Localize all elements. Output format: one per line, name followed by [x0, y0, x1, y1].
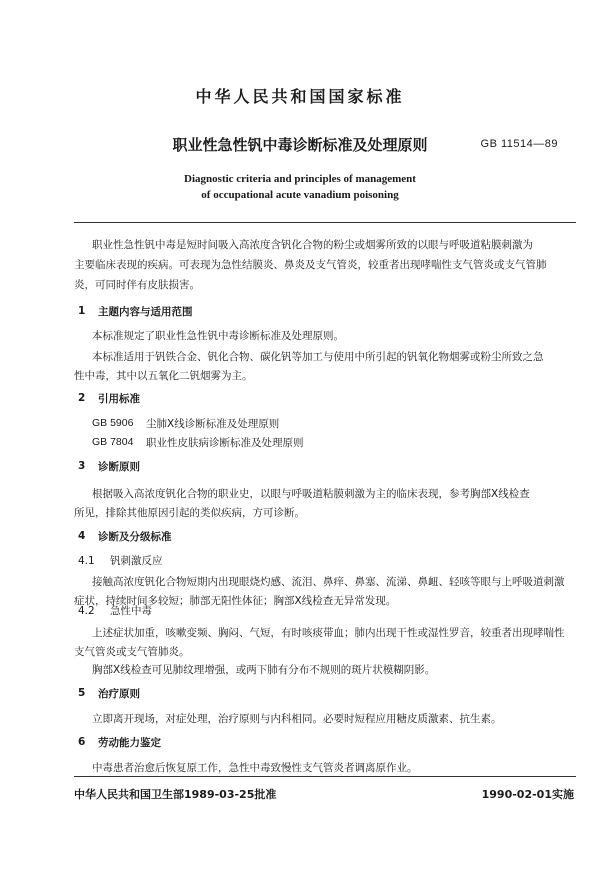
reference-2-code: GB 7804 [92, 436, 134, 448]
document-title: 职业性急性钒中毒诊断标准及处理原则 [172, 136, 428, 154]
section-4-number: 4 [78, 530, 86, 542]
reference-2-text: 职业性皮肤病诊断标准及处理原则 [146, 437, 304, 449]
section-5-title: 治疗原则 [98, 688, 140, 700]
top-divider [74, 222, 576, 223]
intro-line-1: 职业性急性钒中毒是短时间吸入高浓度含钒化合物的粉尘或烟雾所致的以眼与呼吸道粘膜刺激为 [92, 239, 533, 251]
section-3-number: 3 [78, 460, 86, 472]
subsection-4-2-line-2: 支气管炎或支气管肺炎。 [74, 646, 190, 658]
section-3-line-2: 所见，排除其他原因引起的类似疾病，方可诊断。 [74, 507, 305, 519]
section-1-line-3: 性中毒，其中以五氧化二钒烟雾为主。 [74, 370, 253, 382]
english-title-line-2: of occupational acute vanadium poisoning [201, 189, 399, 201]
section-4-title: 诊断及分级标准 [98, 531, 172, 543]
section-1-number: 1 [78, 305, 86, 317]
section-3-title: 诊断原则 [98, 461, 140, 473]
english-title-line-1: Diagnostic criteria and principles of management [184, 173, 416, 185]
subsection-4-2-line-3: 胸部X线检查可见肺纹理增强，或两下肺有分布不规则的斑片状模糊阴影。 [92, 664, 436, 676]
standard-number: GB 11514—89 [480, 138, 558, 150]
section-1-title: 主题内容与适用范围 [98, 306, 193, 318]
intro-line-3: 炎，可同时伴有皮肤损害。 [74, 279, 200, 291]
reference-1-text: 尘肺X线诊断标准及处理原则 [146, 418, 280, 430]
subsection-4-2-number: 4.2 [78, 605, 95, 617]
section-6-number: 6 [78, 736, 86, 748]
section-6-title: 劳动能力鉴定 [98, 737, 161, 749]
section-2-title: 引用标准 [98, 393, 140, 405]
subsection-4-1-title: 钒刺激反应 [110, 555, 163, 567]
section-2-number: 2 [78, 392, 86, 404]
subsection-4-1-line-2: 症状，持续时间多较短；肺部无阳性体征；胸部X线检查无异常发现。 [74, 595, 397, 607]
approval-line: 中华人民共和国卫生部1989-03-25批准 [74, 788, 277, 801]
reference-1-code: GB 5906 [92, 417, 134, 429]
bottom-divider [74, 776, 576, 777]
section-5-line-1: 立即离开现场，对症处理，治疗原则与内科相同。必要时短程应用糖皮质激素、抗生素。 [92, 713, 502, 725]
subsection-4-1-number: 4.1 [78, 555, 95, 567]
section-3-line-1: 根据吸入高浓度钒化合物的职业史，以眼与呼吸道粘膜刺激为主的临床表现，参考胸部X线检查 [92, 488, 530, 500]
section-1-line-1: 本标准规定了职业性急性钒中毒诊断标准及处理原则。 [92, 330, 344, 342]
section-1-line-2: 本标准适用于钒铁合金、钒化合物、碳化钒等加工与使用中所引起的钒氧化物烟雾或粉尘所致之急 [92, 351, 544, 363]
subsection-4-2-line-1: 上述症状加重，咳嗽变频、胸闷、气短，有时咳痰带血；肺内出现干性或湿性罗音，较重者出现哮喘性 [92, 627, 565, 639]
subsection-4-2-title: 急性中毒 [110, 605, 152, 617]
intro-line-2: 主要临床表现的疾病。可表现为急性结膜炎、鼻炎及支气管炎，较重者出现哮喘性支气管炎或支气管肺 [74, 259, 547, 271]
national-standard-header: 中华人民共和国国家标准 [195, 87, 405, 106]
implementation-date: 1990-02-01实施 [481, 788, 574, 801]
subsection-4-1-line-1: 接触高浓度钒化合物短期内出现眼烧灼感、流泪、鼻痒、鼻塞、流涕、鼻衄、轻咳等眼与上呼吸道刺激 [92, 576, 565, 588]
section-6-line-1: 中毒患者治愈后恢复原工作，急性中毒致慢性支气管炎者调离原作业。 [92, 762, 418, 774]
section-5-number: 5 [78, 687, 86, 699]
